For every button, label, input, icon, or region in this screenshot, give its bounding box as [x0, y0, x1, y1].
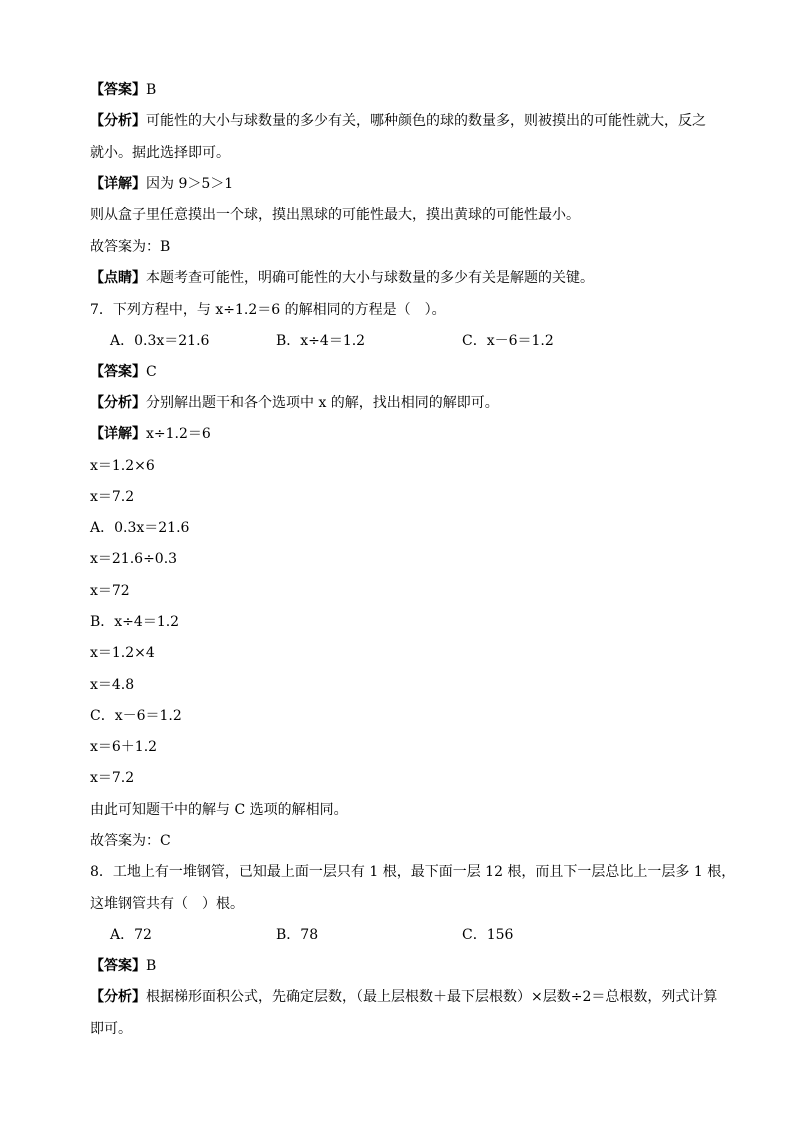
- detail-line: [90, 174, 233, 194]
- analysis-text: 根据梯形面积公式，先确定层数，（最上层根数＋最下层根数）×层数÷2＝总根数，列式计算: [146, 989, 718, 1005]
- question-8-answer-line: [90, 956, 156, 976]
- solution-step: x＝21.6÷0.3: [90, 551, 178, 567]
- question-8-option-a: A．72: [110, 927, 152, 943]
- question-8-option-c: C．156: [462, 927, 514, 943]
- analysis-tag: 【分析】: [90, 113, 146, 129]
- comment-text: 本题考查可能性，明确可能性的大小与球数量的多少有关是解题的关键。: [146, 270, 594, 286]
- solution-conclusion: 由此可知题干中的解与 C 选项的解相同。: [90, 802, 348, 818]
- solution-step: x＝72: [90, 583, 130, 599]
- detail-tag: 【详解】: [90, 426, 146, 442]
- solution-step: B．x÷4＝1.2: [90, 614, 180, 630]
- solution-step: x＝7.2: [90, 770, 135, 786]
- solution-step: x＝4.8: [90, 677, 135, 693]
- answer-value: C: [146, 364, 157, 380]
- solution-step: A．0.3x＝21.6: [90, 520, 190, 536]
- question-7-answer-line: [90, 362, 157, 382]
- analysis-line-cont: 就小。据此选择即可。: [90, 145, 230, 161]
- solution-step: x＝6＋1.2: [90, 739, 158, 755]
- comment-line: [90, 268, 594, 288]
- detail-text: 因为 9＞5＞1: [146, 176, 234, 192]
- question-8-analysis-cont: 即可。: [90, 1021, 132, 1037]
- solution-step: x＝1.2×6: [90, 458, 155, 474]
- question-7-detail-line: [90, 424, 211, 444]
- conclusion-line: 故答案为：C: [90, 833, 171, 849]
- solution-step: x＝7.2: [90, 489, 135, 505]
- question-8-option-b: B．78: [276, 927, 319, 943]
- analysis-line: [90, 111, 706, 131]
- analysis-text: 可能性的大小与球数量的多少有关，哪种颜色的球的数量多，则被摸出的可能性就大，反之: [146, 113, 706, 129]
- solution-step: x＝1.2×4: [90, 645, 155, 661]
- question-8-stem: 8．工地上有一堆钢管，已知最上面一层只有 1 根，最下面一层 12 根，而且下一层总比上一层多 1 根，: [90, 864, 736, 880]
- detail-text: x÷1.2＝6: [146, 426, 211, 442]
- conclusion-line: 故答案为：B: [90, 239, 171, 255]
- detail-line-cont: 则从盒子里任意摸出一个球，摸出黑球的可能性最大，摸出黄球的可能性最小。: [90, 207, 580, 223]
- answer-line: [90, 80, 156, 100]
- comment-tag: 【点睛】: [90, 270, 146, 286]
- question-7-option-b: B．x÷4＝1.2: [276, 333, 366, 349]
- answer-value: B: [146, 82, 157, 98]
- solution-step: C．x－6＝1.2: [90, 708, 182, 724]
- question-7-stem: 7．下列方程中，与 x÷1.2＝6 的解相同的方程是（ ）。: [90, 302, 446, 318]
- question-7-option-a: A．0.3x＝21.6: [110, 333, 210, 349]
- question-8-stem-cont: 这堆钢管共有（ ）根。: [90, 896, 244, 912]
- detail-tag: 【详解】: [90, 176, 146, 192]
- answer-tag: 【答案】: [90, 364, 146, 380]
- answer-tag: 【答案】: [90, 958, 146, 974]
- question-8-analysis-line: [90, 987, 717, 1007]
- question-7-option-c: C．x－6＝1.2: [462, 333, 554, 349]
- analysis-text: 分别解出题干和各个选项中 x 的解，找出相同的解即可。: [146, 395, 499, 411]
- answer-tag: 【答案】: [90, 82, 146, 98]
- analysis-tag: 【分析】: [90, 395, 146, 411]
- answer-value: B: [146, 958, 157, 974]
- analysis-tag: 【分析】: [90, 989, 146, 1005]
- question-7-analysis-line: [90, 393, 499, 413]
